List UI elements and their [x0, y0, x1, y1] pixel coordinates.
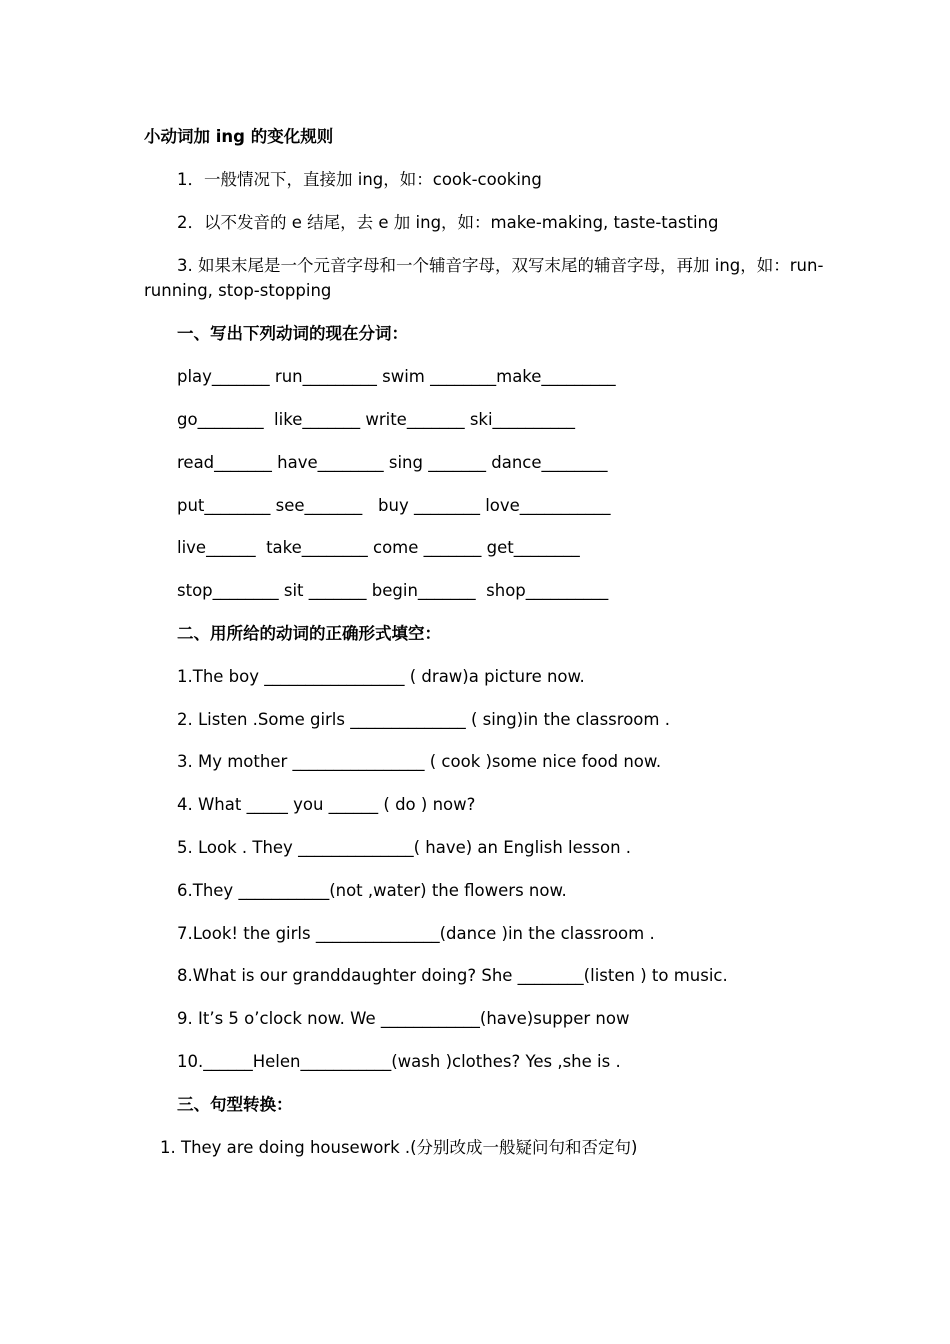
exercise-item: 9. It’s 5 o’clock now. We ____________(have)supper now: [177, 1009, 630, 1028]
rule-3-line-2: running, stop-stopping: [144, 281, 332, 300]
exercise-item: 5. Look . They ______________( have) an English lesson .: [177, 838, 632, 857]
verb-row: go________ like_______ write_______ ski__________: [177, 410, 576, 429]
verb-row: play_______ run_________ swim ________make_________: [177, 367, 616, 386]
exercise-item: 8.What is our granddaughter doing? She ________(listen ) to music.: [177, 966, 728, 985]
transform-item: 1. They are doing housework .(分别改成一般疑问句和否定句): [160, 1138, 638, 1157]
section-3-heading: 三、句型转换：: [177, 1095, 293, 1114]
rule-1: 1．一般情况下，直接加 ing，如：cook-cooking: [177, 170, 542, 189]
exercise-item: 2. Listen .Some girls ______________ ( sing)in the classroom .: [177, 710, 670, 729]
rule-3-line-1: 3. 如果末尾是一个元音字母和一个辅音字母，双写末尾的辅音字母，再加 ing，如：run-: [177, 256, 824, 275]
exercise-item: 1.The boy _________________ ( draw)a picture now.: [177, 667, 585, 686]
exercise-item: 3. My mother ________________ ( cook )some nice food now.: [177, 752, 662, 771]
verb-row: live______ take________ come _______ get________: [177, 538, 580, 557]
document-title: 小动词加 ing 的变化规则: [144, 127, 334, 146]
section-2-heading: 二、用所给的动词的正确形式填空：: [177, 624, 441, 643]
verb-row: read_______ have________ sing _______ dance________: [177, 453, 608, 472]
exercise-item: 4. What _____ you ______ ( do ) now?: [177, 795, 476, 814]
exercise-item: 10.______Helen___________(wash )clothes? Yes ,she is .: [177, 1052, 621, 1071]
rule-2: 2．以不发音的 e 结尾，去 e 加 ing，如：make-making, taste-tasting: [177, 213, 719, 232]
verb-row: put________ see_______ buy ________ love___________: [177, 496, 611, 515]
exercise-item: 6.They ___________(not ,water) the flowers now.: [177, 881, 567, 900]
verb-row: stop________ sit _______ begin_______ shop__________: [177, 581, 609, 600]
exercise-item: 7.Look! the girls _______________(dance )in the classroom .: [177, 924, 655, 943]
section-1-heading: 一、写出下列动词的现在分词：: [177, 324, 408, 343]
